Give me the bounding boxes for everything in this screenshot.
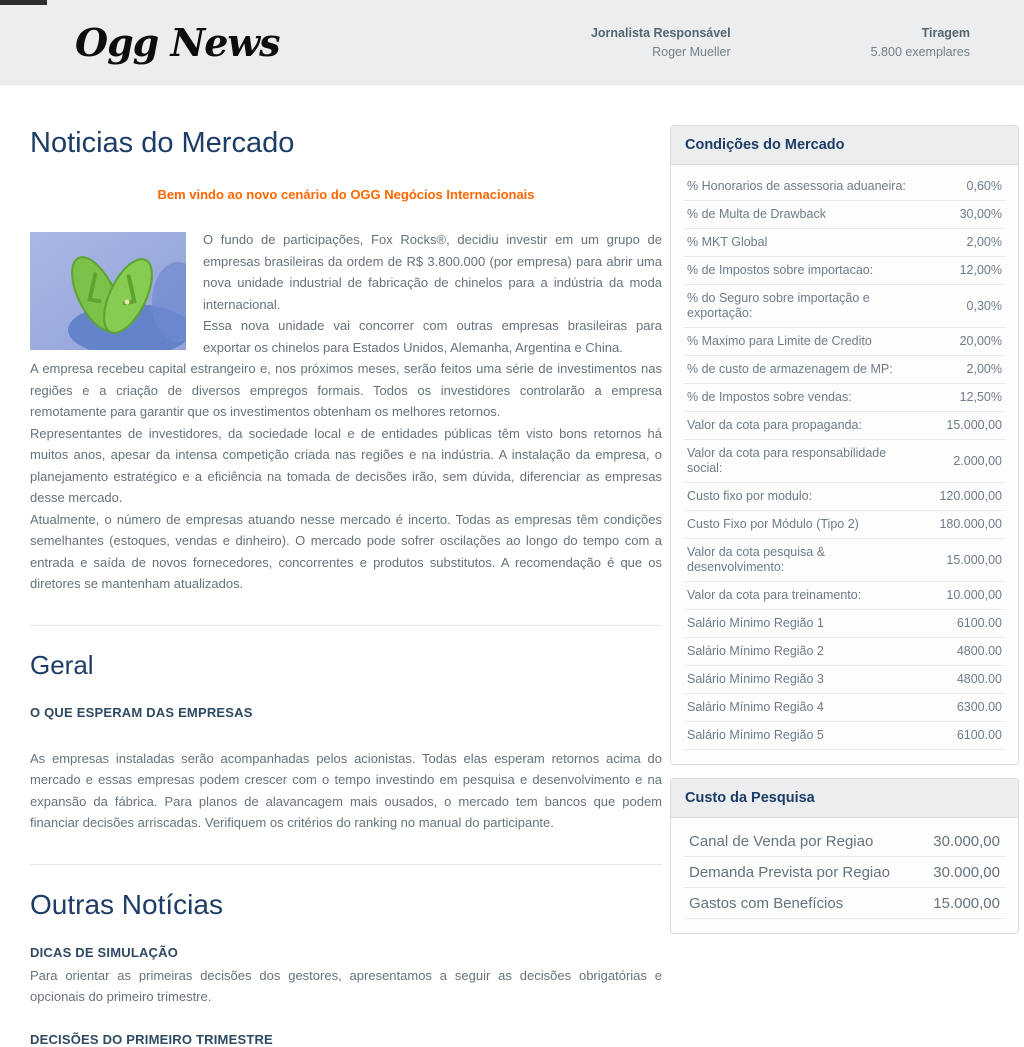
row-label: Custo Fixo por Módulo (Tipo 2) [687,517,859,531]
row-value: 2,00% [966,362,1002,376]
table-row [684,888,1005,919]
row-label: Valor da cota para propaganda: [687,418,862,432]
table-row [684,694,1005,722]
row-label: Gastos com Benefícios [689,894,844,912]
article-paragraph: A empresa recebeu capital estrangeiro e, nos próximos meses, serão feitos uma série de investimentos nas regiões e a criação de diversos empregos formais. Todos os investidores controlarão a empresa remotamente para garantir que os investimentos obtenham os melhores retornos. [30,361,662,419]
table-row [684,857,1005,888]
row-value: 4800.00 [956,644,1002,658]
row-label: % de Multa de Drawback [687,207,826,221]
row-value: 12,50% [959,390,1002,404]
research-cost-body [671,818,1018,933]
table-row [684,285,1005,328]
table-row [684,666,1005,694]
page-header [0,0,1024,85]
row-value: 10.000,00 [946,588,1002,602]
table-row [684,826,1005,857]
table-row [684,638,1005,666]
table-row [684,328,1005,356]
circulation-value: 5.800 exemplares [870,44,970,59]
article-paragraph: Essa nova unidade vai concorrer com outras empresas brasileiras para exportar os chinelos para Estados Unidos, Alemanha, Argentina e China. [203,318,662,355]
row-value: 20,00% [959,334,1002,348]
table-row [684,582,1005,610]
circulation-label: Tiragem [921,25,970,40]
market-news-article [30,229,662,595]
header-meta [591,26,970,59]
top-left-artifact-bar [0,0,47,5]
row-value: 2,00% [966,235,1002,249]
table-row [684,539,1005,582]
row-value: 30,00% [959,207,1002,221]
table-row [684,356,1005,384]
row-value: 15.000,00 [946,418,1002,432]
row-value: 15.000,00 [933,894,1000,912]
journalist-name: Roger Mueller [652,44,731,59]
row-label: Custo fixo por modulo: [687,489,813,503]
geral-section-title: Geral [30,649,94,680]
journalist-label: Jornalista Responsável [590,25,731,40]
geral-subheading: O QUE ESPERAM DAS EMPRESAS [30,704,253,720]
table-row [684,257,1005,285]
row-value: 30.000,00 [933,863,1000,881]
row-label: Salário Mínimo Região 4 [687,700,824,714]
row-label: Valor da cota para responsabilidade social: [687,446,887,475]
page-body [0,85,1024,1047]
article-paragraph: O fundo de participações, Fox Rocks®, decidiu investir em um grupo de empresas brasileiras da ordem de R$ 3.800.000 (por empresa) para abrir uma nova unidade industrial de fabricação de chinelos para a indústria da moda internacional. [203,232,662,312]
row-label: % do Seguro sobre importação e exportação: [687,291,870,320]
row-value: 6100.00 [956,616,1002,630]
table-row [684,511,1005,539]
row-label: Salário Mínimo Região 5 [687,728,824,742]
row-label: % de Impostos sobre vendas: [687,390,852,404]
table-row [684,384,1005,412]
decisoes-subheading: DECISÕES DO PRIMEIRO TRIMESTRE [30,1031,273,1047]
article-paragraph: Atualmente, o número de empresas atuando nesse mercado é incerto. Todas as empresas têm condições semelhantes (estoques, vendas e dinheiro). O mercado pode sofrer oscilações ao longo do tempo com a entrada e saída de novos fornecedores, concorrentes e produtos substitutos. A recomendação é que os diretores se mantenham atualizados. [30,511,662,591]
row-label: % MKT Global [687,235,768,249]
row-label: % de custo de armazenagem de MP: [687,362,893,376]
welcome-banner: Bem vindo ao novo cenário do OGG Negócios Internacionais [157,187,535,202]
sidebar [670,85,1021,1047]
row-value: 12,00% [959,263,1002,277]
research-cost-title: Custo da Pesquisa [671,779,1018,818]
market-conditions-title: Condições do Mercado [671,126,1018,165]
flip-flops-photo [30,232,186,350]
table-row [684,173,1005,201]
journalist-block [591,26,731,59]
row-label: Canal de Venda por Regiao [689,832,874,850]
article-paragraph: Representantes de investidores, da sociedade local e de entidades públicas têm visto bons retornos há muitos anos, apesar da intensa competição criada nas regiões e na indústria. A instalação da empresa, o planejamento estratégico e a eficiência na tomada de decisões irão, sem dúvida, diferenciar as empresas desse mercado. [30,425,662,505]
geral-paragraph: As empresas instaladas serão acompanhadas pelos acionistas. Todas elas esperam retornos acima do mercado e essas empresas podem crescer com o tempo investindo em pesquisa e desenvolvimento e na expansão da fábrica. Para planos de alavancagem mais ousados, o mercado tem bancos que podem financiar decisões arriscadas. Verifiquem os critérios do ranking no manual do participante. [30,750,662,830]
row-value: 120.000,00 [939,489,1002,503]
row-value: 30.000,00 [933,832,1000,850]
section-divider [30,864,662,865]
table-row [684,440,1005,483]
row-value: 0,60% [966,179,1002,193]
row-label: Valor da cota para treinamento: [687,588,862,602]
row-label: Salário Mínimo Região 1 [687,616,824,630]
section-divider [30,625,662,626]
row-label: Salário Mínimo Região 3 [687,672,824,686]
table-row [684,412,1005,440]
row-value: 15.000,00 [946,552,1002,567]
page-title: Noticias do Mercado [30,127,295,159]
row-value: 2.000,00 [953,453,1002,468]
row-label: % Maximo para Limite de Credito [687,334,872,348]
table-row [684,610,1005,638]
dicas-paragraph: Para orientar as primeiras decisões dos gestores, apresentamos a seguir as decisões obrigatórias e opcionais do primeiro trimestre. [30,967,662,1004]
newspaper-logo: Ogg News [75,19,280,65]
table-row [684,483,1005,511]
row-value: 6300.00 [956,700,1002,714]
row-value: 0,30% [966,298,1002,313]
dicas-subheading: DICAS DE SIMULAÇÃO [30,944,179,960]
market-conditions-card [670,125,1019,765]
outras-noticias-section-title: Outras Notícias [30,888,223,920]
row-value: 6100.00 [956,728,1002,742]
row-label: % de Impostos sobre importacao: [687,263,874,277]
market-conditions-body [671,165,1018,764]
row-label: Demanda Prevista por Regiao [689,863,890,881]
circulation-block [871,26,970,59]
table-row [684,722,1005,750]
row-value: 4800.00 [956,672,1002,686]
row-label: % Honorarios de assessoria aduaneira: [687,179,906,193]
row-value: 180.000,00 [939,517,1002,531]
main-column [30,85,662,1047]
table-row [684,229,1005,257]
row-label: Valor da cota pesquisa & desenvolvimento: [687,545,826,574]
table-row [684,201,1005,229]
research-cost-card [670,778,1019,934]
row-label: Salário Mínimo Região 2 [687,644,824,658]
